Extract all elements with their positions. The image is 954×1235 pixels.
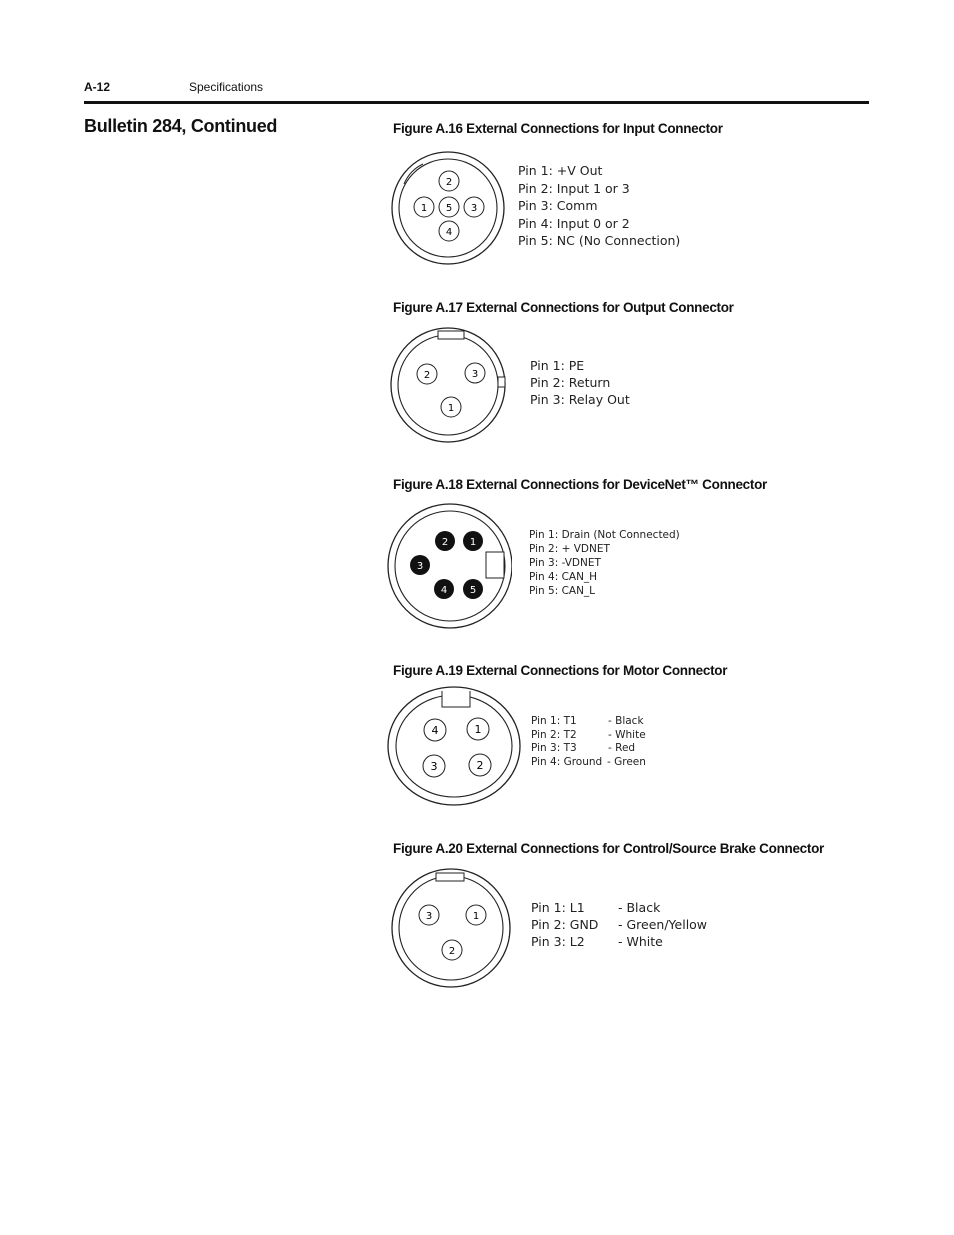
running-header: Specifications — [189, 80, 264, 94]
pin-label: 4 — [445, 227, 453, 238]
wire-color: - White — [618, 934, 663, 949]
input-connector-pin-list — [518, 162, 680, 250]
pin-description: Pin 2: Return — [530, 375, 611, 390]
pin-description: Pin 3: Relay Out — [530, 392, 630, 407]
pin-description: Pin 3: T3 — [531, 742, 577, 754]
figure-a20-caption: Figure A.20 External Connections for Control/Source Brake Connector — [393, 841, 824, 856]
pin-label: 1 — [420, 203, 428, 214]
pin-row — [531, 729, 646, 743]
pin-description: Pin 3: Comm — [518, 198, 598, 213]
pin-label: 2 — [423, 370, 431, 381]
pin-label: 3 — [471, 369, 479, 380]
figure-a16-caption: Figure A.16 External Connections for Input Connector — [393, 121, 723, 136]
wire-color: - Black — [618, 900, 661, 915]
pin-description: Pin 2: Input 1 or 3 — [518, 180, 630, 196]
figure-a17-caption: Figure A.17 External Connections for Output Connector — [393, 300, 734, 315]
pin-row — [531, 742, 646, 756]
pin-description: Pin 1: L1 — [531, 900, 585, 915]
output-connector-pin-list — [530, 357, 630, 408]
pin-label: 3 — [416, 561, 424, 572]
motor-connector-pin-list — [531, 715, 646, 769]
figure-a18-caption: Figure A.18 External Connections for DeviceNet™ Connector — [393, 477, 767, 492]
pin-label: 1 — [447, 403, 455, 414]
pin-description: Pin 2: T2 — [531, 728, 577, 741]
wire-color: - Red — [608, 742, 636, 754]
pin-label: 3 — [430, 760, 438, 773]
wire-color: - Green — [607, 755, 646, 768]
page-number: A-12 — [84, 80, 111, 94]
pin-row — [531, 715, 646, 729]
pin-label: 1 — [474, 723, 482, 736]
pin-label: 3 — [425, 911, 433, 922]
pin-description: Pin 3: -VDNET — [529, 557, 601, 569]
pin-description: Pin 1: PE — [530, 358, 585, 373]
pin-row — [531, 899, 707, 916]
wire-color: - Black — [608, 715, 644, 727]
wire-color: - White — [608, 728, 646, 741]
pin-label: 2 — [476, 759, 484, 772]
pin-description: Pin 4: CAN_H — [529, 571, 598, 583]
pin-label: 5 — [469, 585, 477, 596]
devicenet-connector-pin-list — [529, 528, 680, 598]
pin-row — [531, 933, 707, 950]
pin-label: 4 — [431, 724, 439, 737]
pin-label: 1 — [472, 911, 480, 922]
devicenet-connector-diagram — [386, 502, 512, 630]
pin-description: Pin 4: Input 0 or 2 — [518, 215, 630, 231]
pin-description: Pin 1: +V Out — [518, 163, 603, 178]
pin-description: Pin 5: CAN_L — [529, 585, 596, 597]
motor-connector-diagram — [386, 685, 526, 807]
pin-description: Pin 5: NC (No Connection) — [518, 233, 681, 248]
wire-color: - Green/Yellow — [618, 917, 708, 932]
brake-connector-pin-list — [531, 899, 707, 950]
brake-connector-diagram — [390, 867, 512, 989]
pin-description: Pin 1: Drain (Not Connected) — [529, 529, 680, 541]
pin-label: 4 — [440, 585, 448, 596]
pin-description: Pin 4: Ground — [531, 755, 603, 768]
pin-description: Pin 3: L2 — [531, 934, 585, 949]
header-rule — [84, 101, 869, 104]
output-connector-diagram — [386, 326, 510, 446]
pin-description: Pin 1: T1 — [531, 715, 577, 727]
pin-row — [531, 916, 707, 933]
pin-description: Pin 2: GND — [531, 917, 599, 932]
section-title: Bulletin 284, Continued — [84, 116, 278, 136]
pin-row — [531, 756, 646, 770]
pin-label: 1 — [469, 537, 477, 548]
pin-label: 2 — [441, 537, 449, 548]
figure-a19-caption: Figure A.19 External Connections for Motor Connector — [393, 663, 728, 678]
input-connector-diagram — [388, 150, 510, 268]
pin-label: 3 — [470, 203, 478, 214]
pin-label: 5 — [445, 203, 453, 214]
pin-label: 2 — [445, 177, 453, 188]
pin-description: Pin 2: + VDNET — [529, 543, 610, 555]
pin-label: 2 — [448, 946, 456, 957]
